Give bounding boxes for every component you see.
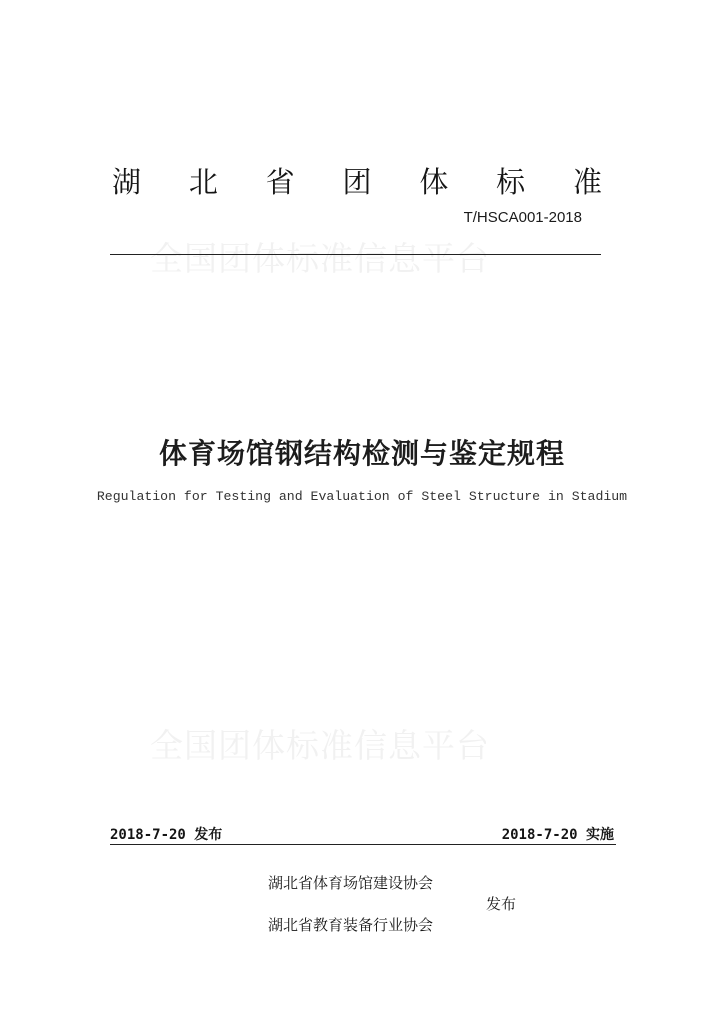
effective-date: 2018-7-20 实施 [501, 827, 614, 843]
header-divider [110, 254, 601, 255]
date-divider [110, 844, 616, 845]
publisher-organization: 湖北省教育装备行业协会 [268, 916, 434, 934]
header-char: 体 [419, 165, 449, 199]
header-char: 湖 [112, 165, 142, 199]
header-char: 团 [342, 165, 372, 199]
header-char: 北 [188, 165, 218, 199]
header-char: 省 [265, 165, 295, 199]
standard-number: T/HSCA001-2018 [463, 209, 582, 226]
publish-label: 发布 [486, 895, 517, 913]
watermark-top: 全国团体标准信息平台 [150, 239, 490, 278]
standard-category-header [112, 160, 602, 201]
document-title-english: Regulation for Testing and Evaluation of Steel Structure in Stadium [96, 489, 628, 504]
date-row [110, 826, 614, 844]
issue-date: 2018-7-20 发布 [110, 827, 223, 843]
watermark-bottom: 全国团体标准信息平台 [150, 726, 490, 765]
header-char: 标 [496, 165, 526, 199]
document-title-chinese: 体育场馆钢结构检测与鉴定规程 [158, 437, 565, 470]
header-char: 准 [572, 165, 602, 199]
publisher-organization: 湖北省体育场馆建设协会 [268, 874, 434, 892]
